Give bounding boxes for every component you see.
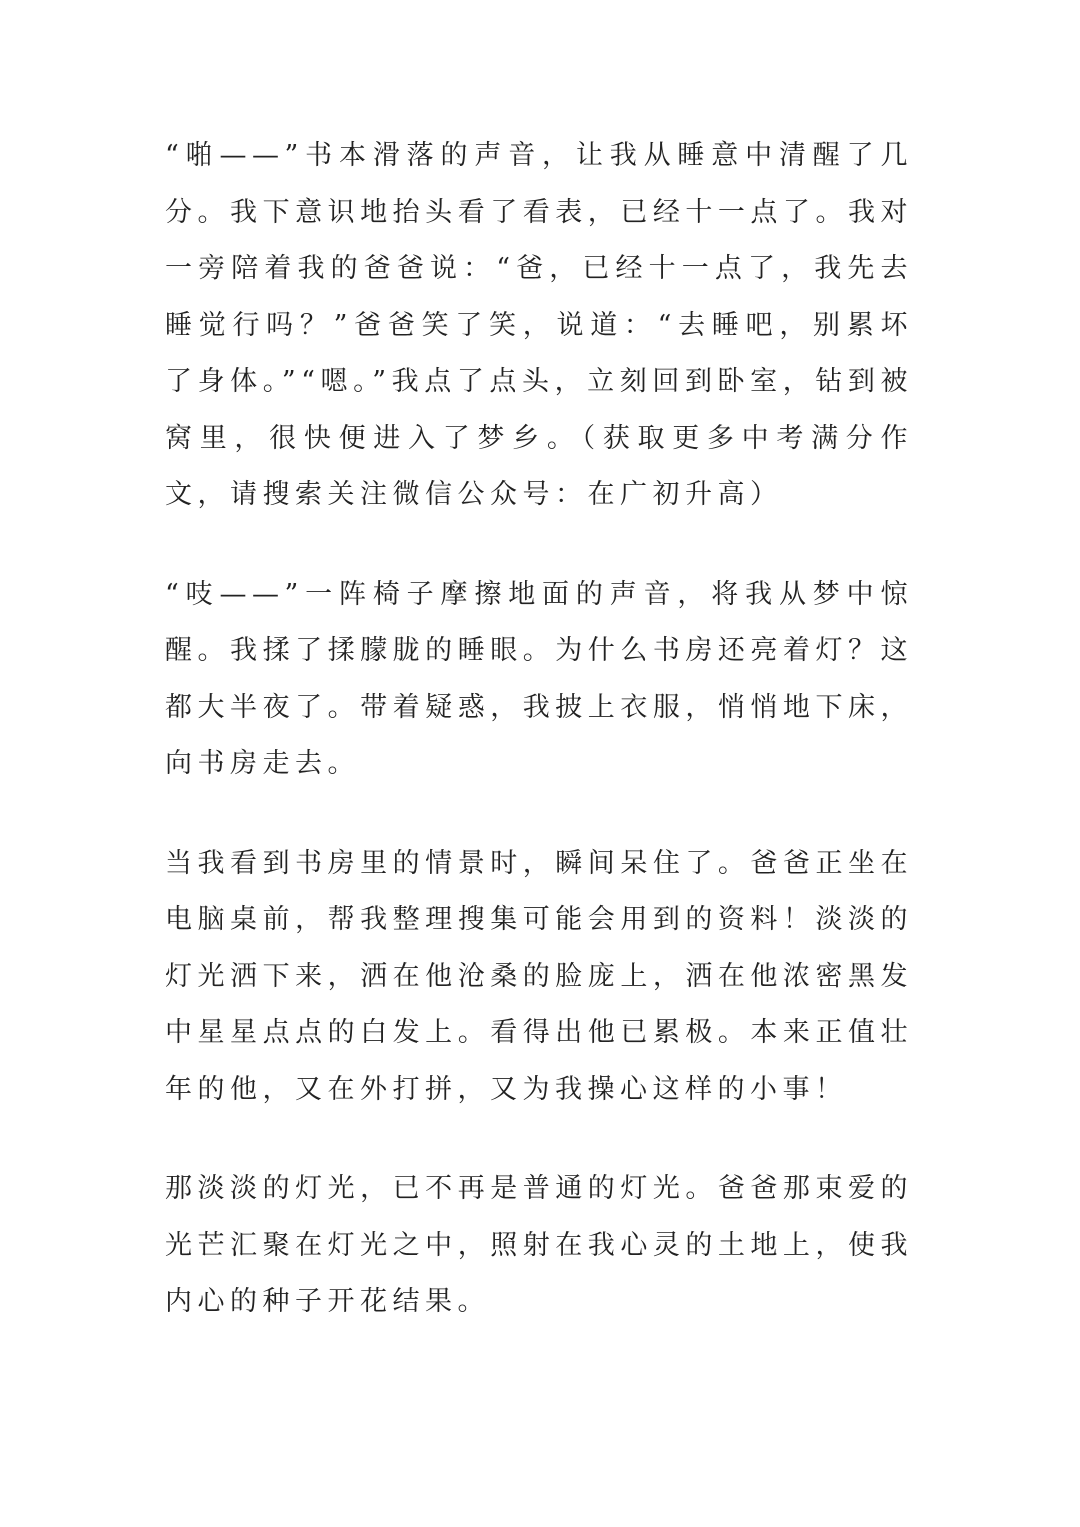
paragraph-2: “吱——”一阵椅子摩擦地面的声音，将我从梦中惊醒。我揉了揉朦胧的睡眼。为什么书房还亮着灯？这都大半夜了。带着疑惑，我披上衣服，悄悄地下床，向书房走去。 [165, 578, 913, 779]
article-body [165, 128, 913, 1374]
paragraph-4: 那淡淡的灯光，已不再是普通的灯光。爸爸那束爱的光芒汇聚在灯光之中，照射在我心灵的土地上，使我内心的种子开花结果。 [165, 1173, 913, 1317]
paragraph-1: “啪——”书本滑落的声音，让我从睡意中清醒了几分。我下意识地抬头看了看表，已经十一点了。我对一旁陪着我的爸爸说：“爸，已经十一点了，我先去睡觉行吗？”爸爸笑了笑，说道：“去睡吧，别累坏了身体。”“嗯。”我点了点头，立刻回到卧室，钻到被窝里，很快便进入了梦乡。（获取更多中考满分作文，请搜索关注微信公众号：在广初升高） [165, 140, 913, 510]
paragraph-3: 当我看到书房里的情景时，瞬间呆住了。爸爸正坐在电脑桌前，帮我整理搜集可能会用到的资料！淡淡的灯光洒下来，洒在他沧桑的脸庞上，洒在他浓密黑发中星星点点的白发上。看得出他已累极。本来正值壮年的他，又在外打拼，又为我操心这样的小事！ [165, 847, 913, 1105]
